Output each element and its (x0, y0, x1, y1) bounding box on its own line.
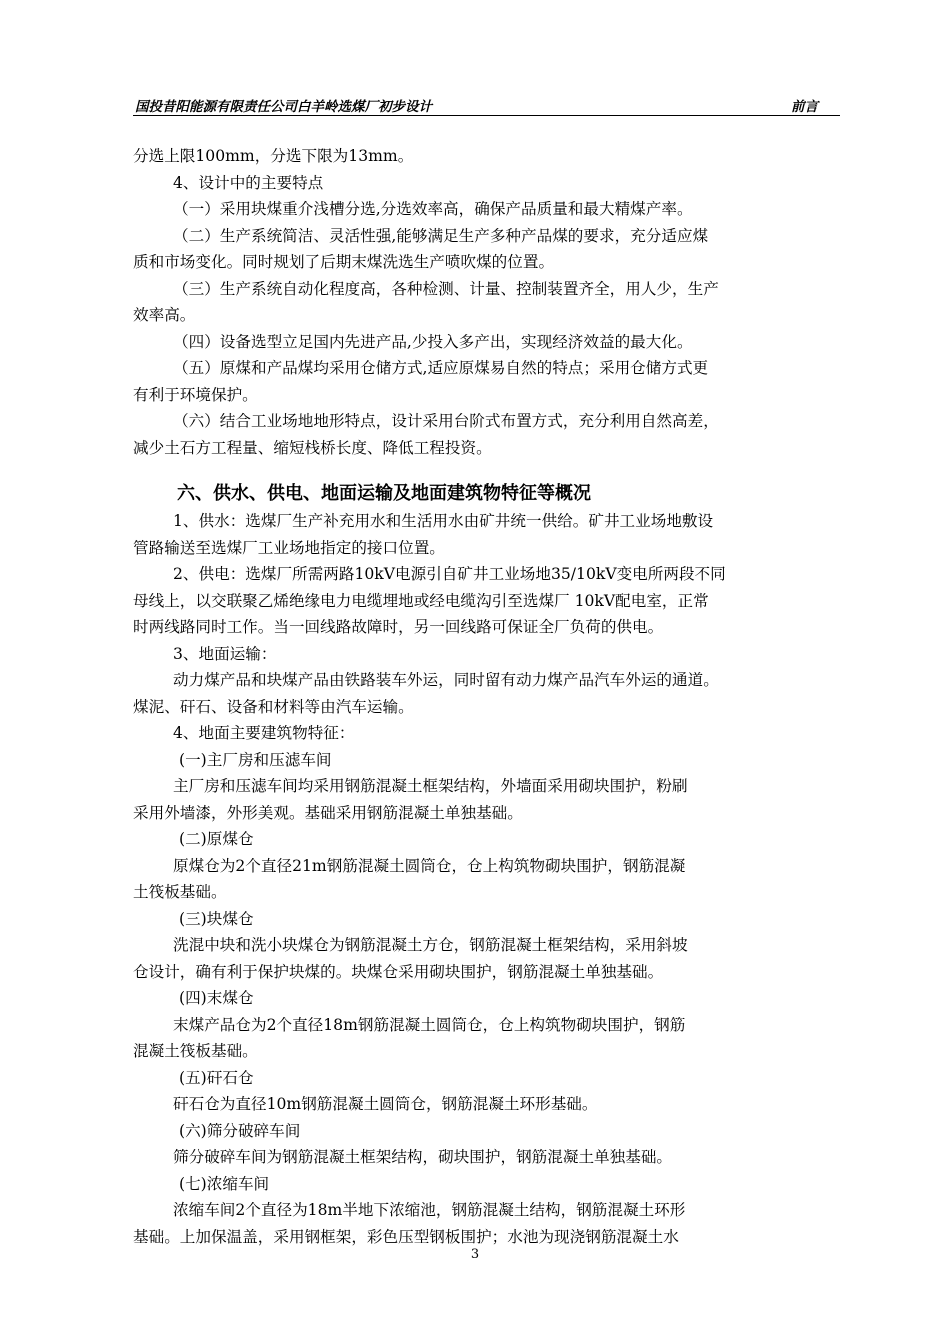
text-line: （三）生产系统自动化程度高，各种检测、计量、控制装置齐全，用人少，生产 (173, 279, 719, 298)
text-line: 动力煤产品和块煤产品由铁路装车外运，同时留有动力煤产品汽车外运的通道。 (173, 671, 719, 689)
page-header (133, 93, 840, 116)
text-line: 4、设计中的主要特点 (173, 173, 324, 192)
text-line: 浓缩车间2个直径为18m半地下浓缩池，钢筋混凝土结构，钢筋混凝土环形 (173, 1201, 686, 1219)
text-line: 时两线路同时工作。当一回线路故障时，另一回线路可保证全厂负荷的供电。 (133, 618, 664, 636)
text-line: 效率高。 (133, 306, 196, 324)
features-block (133, 143, 840, 461)
text-line: 质和市场变化。同时规划了后期末煤洗选生产喷吹煤的位置。 (133, 253, 555, 271)
text-line: 分选上限100mm，分选下限为13mm。 (133, 147, 414, 165)
text-line: (五)矸石仓 (179, 1068, 254, 1087)
text-line: （一）采用块煤重介浅槽分选,分选效率高，确保产品质量和最大精煤产率。 (173, 200, 693, 218)
text-line: 基础。上加保温盖，采用钢框架，彩色压型钢板围护；水池为现浇钢筋混凝土水 (133, 1227, 679, 1246)
text-line: 筛分破碎车间为钢筋混凝土框架结构，砌块围护，钢筋混凝土单独基础。 (173, 1148, 673, 1166)
text-line: 有利于环境保护。 (133, 385, 258, 404)
text-line: 洗混中块和洗小块煤仓为钢筋混凝土方仓，钢筋混凝土框架结构，采用斜坡 (173, 936, 688, 954)
text-line: 减少土石方工程量、缩短栈桥长度、降低工程投资。 (133, 438, 492, 457)
text-line: 4、地面主要建筑物特征： (173, 724, 355, 742)
text-line: (七)浓缩车间 (179, 1174, 270, 1193)
text-line: （四）设备选型立足国内先进产品,少投入多产出，实现经济效益的最大化。 (173, 332, 693, 351)
text-line: 土筏板基础。 (133, 883, 227, 901)
document-title: 国投昔阳能源有限责任公司白羊岭选煤厂初步设计 (135, 99, 432, 115)
section-name: 前言 (791, 99, 818, 115)
text-line: (一)主厂房和压滤车间 (179, 750, 332, 769)
text-line: 1、供水：选煤厂生产补充用水和生活用水由矿井统一供给。矿井工业场地敷设 (173, 512, 714, 530)
section-heading: 六、供水、供电、地面运输及地面建筑物特征等概况 (177, 483, 591, 504)
page-number: 3 (470, 1247, 480, 1262)
text-line: 煤泥、矸石、设备和材料等由汽车运输。 (133, 697, 414, 716)
text-line: (二)原煤仓 (179, 830, 254, 848)
text-line: 母线上，以交联聚乙烯绝缘电力电缆埋地或经电缆沟引至选煤厂 10kV配电室，正常 (133, 591, 709, 610)
text-line: （六）结合工业场地地形特点，设计采用台阶式布置方式，充分利用自然高差， (173, 412, 719, 430)
text-line: 矸石仓为直径10m钢筋混凝土圆筒仓，钢筋混凝土环形基础。 (173, 1095, 598, 1113)
text-line: 仓设计，确有利于保护块煤的。块煤仓采用砌块围护，钢筋混凝土单独基础。 (133, 962, 664, 981)
text-line: (四)末煤仓 (179, 989, 254, 1007)
text-line: （二）生产系统简洁、灵活性强,能够满足生产多种产品煤的要求，充分适应煤 (173, 226, 709, 245)
text-line: 管路输送至选煤厂工业场地指定的接口位置。 (133, 538, 445, 557)
text-line: (六)筛分破碎车间 (179, 1121, 301, 1140)
text-line: 原煤仓为2个直径21m钢筋混凝土圆筒仓，仓上构筑物砌块围护，钢筋混凝 (173, 856, 686, 875)
text-line: 主厂房和压滤车间均采用钢筋混凝土框架结构，外墙面采用砌块围护，粉刷 (173, 777, 688, 795)
text-line: 采用外墙漆，外形美观。基础采用钢筋混凝土单独基础。 (133, 803, 523, 822)
text-line: (三)块煤仓 (179, 909, 254, 928)
text-line: 末煤产品仓为2个直径18m钢筋混凝土圆筒仓，仓上构筑物砌块围护，钢筋 (173, 1015, 686, 1034)
document-body (133, 143, 840, 1250)
text-line: （五）原煤和产品煤均采用仓储方式,适应原煤易自然的特点；采用仓储方式更 (173, 359, 709, 377)
text-line: 混凝土筏板基础。 (133, 1042, 258, 1060)
text-line: 2、供电：选煤厂所需两路10kV电源引自矿井工业场地35/10kV变电所两段不同 (173, 565, 726, 583)
overview-block (133, 508, 840, 1250)
text-line: 3、地面运输： (173, 644, 277, 663)
